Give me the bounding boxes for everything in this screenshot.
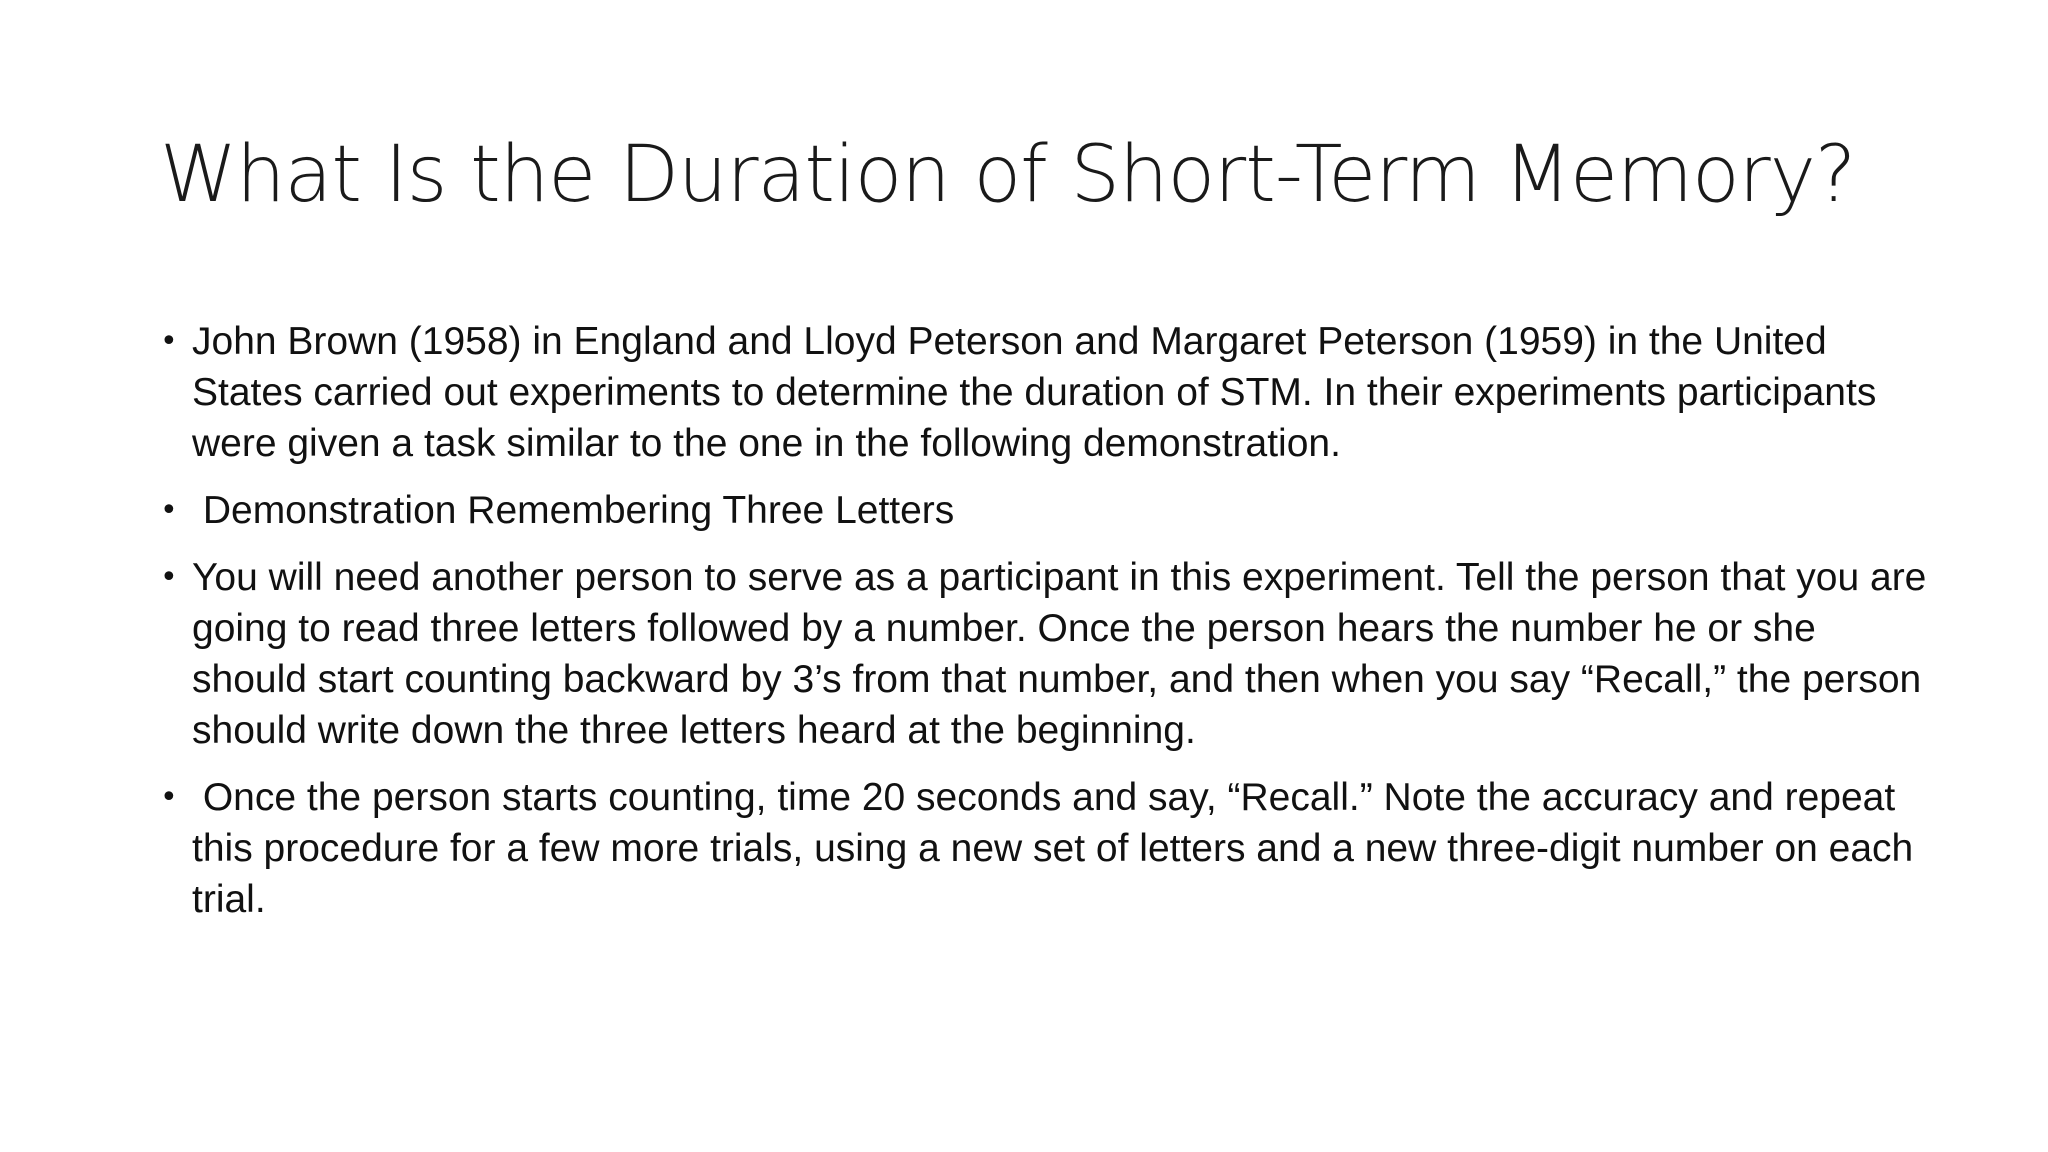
bullet-item	[160, 552, 1940, 756]
bullet-item	[160, 485, 1940, 536]
bullet-text: Once the person starts counting, time 20 seconds and say, “Recall.” Note the accuracy and repeat this procedure for a few more trials, using a new set of letters and a new three-digit number on each trial.	[192, 776, 1925, 921]
bullet-text: John Brown (1958) in England and Lloyd Peterson and Margaret Peterson (1959) in the United States carried out experiments to determine the duration of STM. In their experiments participants were given a task similar to the one in the following demonstration.	[192, 320, 1877, 465]
bullet-dot-icon: •	[160, 780, 178, 815]
bullet-dot-icon: •	[160, 324, 178, 359]
bullet-item	[160, 772, 1940, 925]
bullet-list	[160, 316, 1940, 941]
bullet-text: You will need another person to serve as a participant in this experiment. Tell the person that you are going to read three letters followed by a number. Once the person hears the number he or she should start counting backward by 3’s from that number, and then when you say “Recall,” the person should write down the three letters heard at the beginning.	[192, 556, 1927, 752]
slide-title: What Is the Duration of Short-Term Memory?	[160, 130, 1856, 220]
bullet-text: Demonstration Remembering Three Letters	[192, 489, 955, 532]
bullet-dot-icon: •	[160, 493, 178, 528]
bullet-dot-icon: •	[160, 560, 178, 595]
bullet-item	[160, 316, 1940, 469]
